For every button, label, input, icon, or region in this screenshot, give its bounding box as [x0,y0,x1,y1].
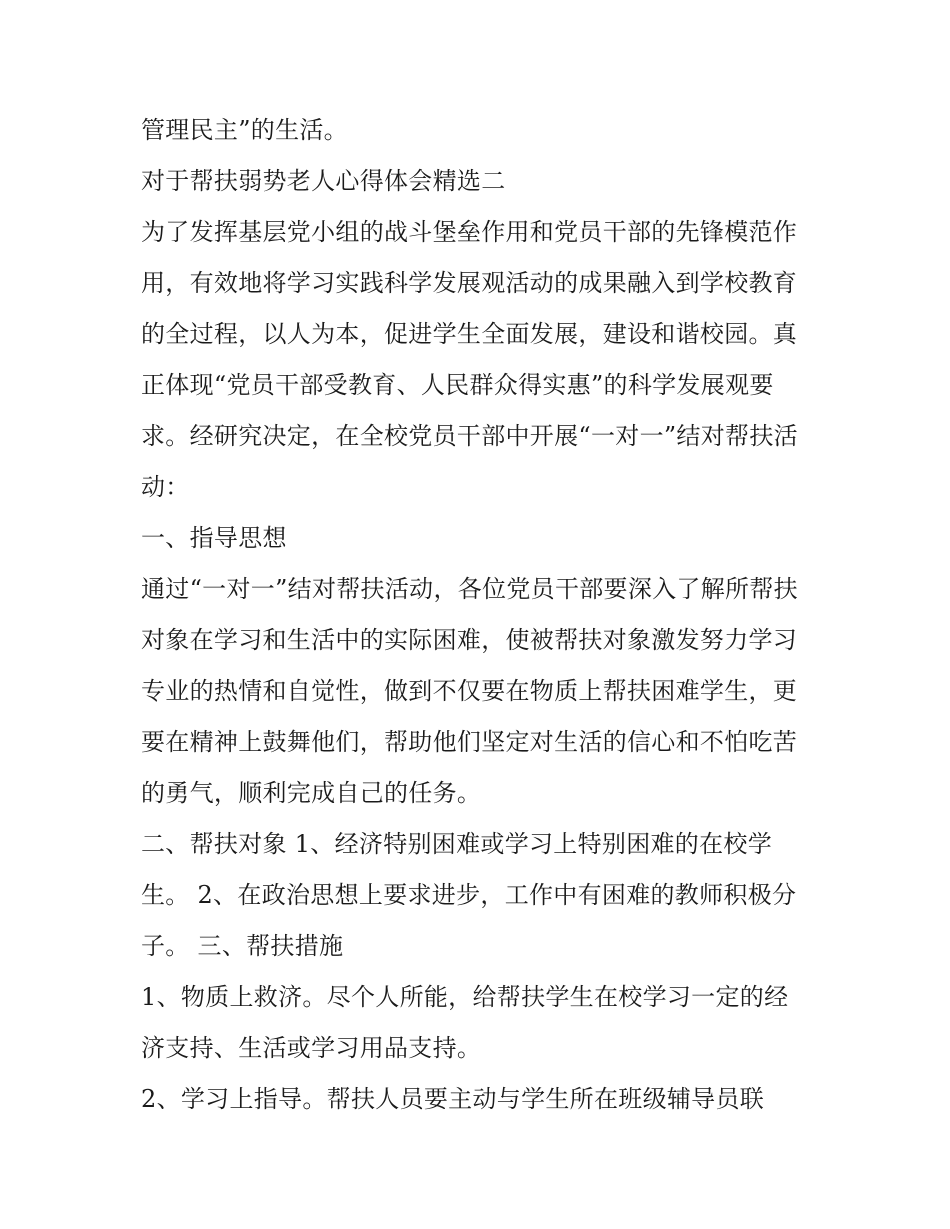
text-line: 1、物质上救济。尽个人所能，给帮扶学生在校学习一定的经 [141,983,789,1011]
text-line: 正体现“党员干部受教育、人民群众得实惠”的科学发展观要 [141,371,774,399]
text-line: 的勇气，顺利完成自己的任务。 [141,779,482,807]
document-body [141,105,821,1125]
text-line: 对象在学习和生活中的实际困难，使被帮扶对象激发努力学习 [141,626,798,654]
text-line: 通过“一对一”结对帮扶活动，各位党员干部要深入了解所帮扶 [141,575,798,603]
text-line: 管理民主”的生活。 [141,116,348,144]
text-line: 用，有效地将学习实践科学发展观活动的成果融入到学校教育 [141,269,798,297]
text-line: 生。 2、在政治思想上要求进步，工作中有困难的教师积极分 [141,881,797,909]
section-heading: 对于帮扶弱势老人心得体会精选二 [141,167,506,195]
text-line: 子。 三、帮扶措施 [141,932,344,960]
text-line: 济支持、生活或学习用品支持。 [141,1034,482,1062]
text-line: 2、学习上指导。帮扶人员要主动与学生所在班级辅导员联 [141,1085,765,1113]
text-line: 为了发挥基层党小组的战斗堡垒作用和党员干部的先锋模范作 [141,218,798,246]
section-heading: 一、指导思想 [141,524,287,552]
text-line: 动： [141,473,190,501]
text-line: 专业的热情和自觉性，做到不仅要在物质上帮扶困难学生，更 [141,677,798,705]
text-line: 的全过程，以人为本，促进学生全面发展，建设和谐校园。真 [141,320,798,348]
text-line: 二、帮扶对象 1、经济特别困难或学习上特别困难的在校学 [141,830,772,858]
text-line: 要在精神上鼓舞他们，帮助他们坚定对生活的信心和不怕吃苦 [141,728,798,756]
text-line: 求。经研究决定，在全校党员干部中开展“一对一”结对帮扶活 [141,422,798,450]
